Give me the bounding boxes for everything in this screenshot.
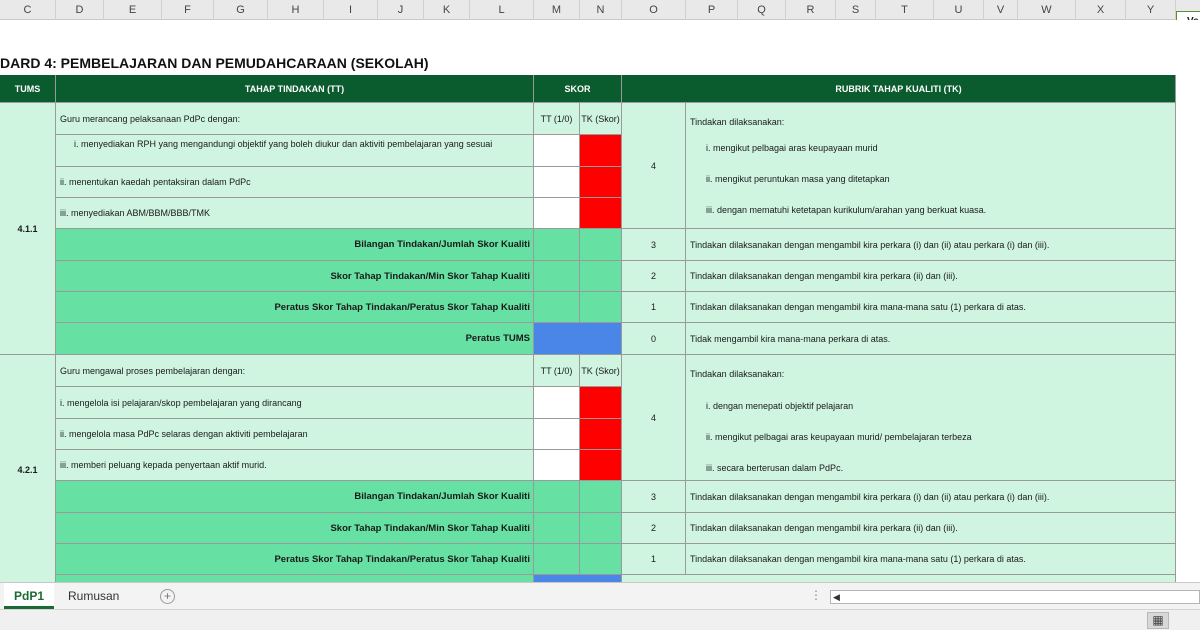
tums-code-4-1-1[interactable]: 4.1.1 (0, 103, 56, 355)
section1-summary-peratus-tums[interactable]: Peratus TUMS (56, 323, 534, 355)
col-header-m[interactable]: M (534, 0, 580, 20)
section1-summary-tt-2[interactable] (534, 261, 580, 292)
header-skor[interactable]: SKOR (534, 75, 622, 103)
col-header-j[interactable]: J (378, 0, 424, 20)
header-tahap-tindakan[interactable]: TAHAP TINDAKAN (TT) (56, 75, 534, 103)
column-header-bar (0, 0, 1200, 20)
section2-summary-tt-1[interactable] (534, 481, 580, 513)
add-sheet-icon[interactable]: + (160, 589, 175, 604)
section1-summary-bilangan[interactable]: Bilangan Tindakan/Jumlah Skor Kualiti (56, 229, 534, 261)
section1-summary-tt-3[interactable] (534, 292, 580, 323)
section1-score-2[interactable]: 2 (622, 261, 686, 292)
section1-rubric-line-2[interactable]: Tindakan dilaksanakan dengan mengambil kira perkara (ii) dan (iii). (686, 261, 1176, 292)
section2-summary-skor[interactable]: Skor Tahap Tindakan/Min Skor Tahap Kualiti (56, 513, 534, 544)
section2-item-1[interactable]: i. mengelola isi pelajaran/skop pembelajaran yang dirancang (56, 387, 534, 419)
section2-summary-tk-1[interactable] (580, 481, 622, 513)
section2-rubric-intro: Tindakan dilaksanakan: (690, 369, 785, 379)
section1-tk-cell-1[interactable] (580, 135, 622, 167)
section2-next-row[interactable] (56, 575, 534, 582)
section1-score-3[interactable]: 3 (622, 229, 686, 261)
tab-splitter-icon[interactable]: ⋮ (810, 588, 822, 602)
section2-score-2[interactable]: 2 (622, 513, 686, 544)
section1-tk-cell-3[interactable] (580, 198, 622, 229)
section2-tk-cell-2[interactable] (580, 419, 622, 450)
section2-summary-tk-2[interactable] (580, 513, 622, 544)
col-header-f[interactable]: F (162, 0, 214, 20)
section2-tk-cell-1[interactable] (580, 387, 622, 419)
col-header-e[interactable]: E (104, 0, 162, 20)
scroll-left-icon[interactable]: ◀ (833, 592, 840, 602)
section2-tt-cell-2[interactable] (534, 419, 580, 450)
section1-intro[interactable]: Guru merancang pelaksanaan PdPc dengan: (56, 103, 534, 135)
section2-score-4[interactable]: 4 (622, 355, 686, 481)
section2-rubric-item-1: i. dengan menepati objektif pelajaran (706, 401, 854, 411)
section1-item-3[interactable]: iii. menyediakan ABM/BBM/BBB/TMK (56, 198, 534, 229)
sheet-title[interactable]: DARD 4: PEMBELAJARAN DAN PEMUDAHCARAAN (SEKOLAH) (0, 55, 429, 71)
section2-tk-cell-3[interactable] (580, 450, 622, 481)
section2-item-3[interactable]: iii. memberi peluang kepada penyertaan aktif murid. (56, 450, 534, 481)
section1-tt-cell-1[interactable] (534, 135, 580, 167)
section2-peratus-tums-value[interactable] (534, 575, 622, 582)
section2-tk-subheader[interactable]: TK (Skor) (580, 355, 622, 387)
section2-rubric-item-3: iii. secara berterusan dalam PdPc. (706, 463, 844, 473)
section1-rubric-line-0[interactable]: Tidak mengambil kira mana-mana perkara di atas. (686, 323, 1176, 355)
section2-rubric-block[interactable] (686, 355, 1176, 481)
section1-score-0[interactable]: 0 (622, 323, 686, 355)
section2-score-1[interactable]: 1 (622, 544, 686, 575)
col-header-p[interactable]: P (686, 0, 738, 20)
section2-item-2[interactable]: ii. mengelola masa PdPc selaras dengan aktiviti pembelajaran (56, 419, 534, 450)
col-header-s[interactable]: S (836, 0, 876, 20)
section1-tt-cell-2[interactable] (534, 167, 580, 198)
section2-summary-tt-2[interactable] (534, 513, 580, 544)
section2-rubric-item-2: ii. mengikut pelbagai aras keupayaan murid/ pembelajaran terbeza (706, 432, 972, 442)
col-header-g[interactable]: G (214, 0, 268, 20)
section1-score-4[interactable]: 4 (622, 103, 686, 229)
col-header-l[interactable]: L (470, 0, 534, 20)
section1-rubric-block[interactable] (686, 103, 1176, 229)
sheet-tab-bar (0, 582, 1200, 609)
section1-summary-skor[interactable]: Skor Tahap Tindakan/Min Skor Tahap Kualiti (56, 261, 534, 292)
tums-code-4-2-1[interactable]: 4.2.1 (0, 355, 56, 582)
section2-summary-tt-3[interactable] (534, 544, 580, 575)
col-header-r[interactable]: R (786, 0, 836, 20)
col-header-d[interactable]: D (56, 0, 104, 20)
col-header-q[interactable]: Q (738, 0, 786, 20)
section2-rubric-line-2[interactable]: Tindakan dilaksanakan dengan mengambil kira perkara (ii) dan (iii). (686, 513, 1176, 544)
section1-peratus-tums-value[interactable] (534, 323, 622, 355)
col-header-i[interactable]: I (324, 0, 378, 20)
section1-tt-cell-3[interactable] (534, 198, 580, 229)
section1-summary-tt-1[interactable] (534, 229, 580, 261)
section1-rubric-intro: Tindakan dilaksanakan: (690, 117, 785, 127)
col-header-u[interactable]: U (934, 0, 984, 20)
section1-tk-cell-2[interactable] (580, 167, 622, 198)
section1-summary-tk-2[interactable] (580, 261, 622, 292)
spreadsheet-grid (0, 20, 1200, 582)
section1-summary-peratus[interactable]: Peratus Skor Tahap Tindakan/Peratus Skor Tahap Kualiti (56, 292, 534, 323)
normal-view-icon[interactable]: ▦ (1147, 612, 1169, 629)
horizontal-scrollbar[interactable] (830, 590, 1200, 604)
tab-pdp1[interactable]: PdP1 (4, 583, 54, 609)
col-header-w[interactable]: W (1018, 0, 1076, 20)
section1-rubric-item-1: i. mengikut pelbagai aras keupayaan murid (706, 143, 878, 153)
col-header-t[interactable]: T (876, 0, 934, 20)
section2-next-rubric[interactable] (622, 575, 1176, 582)
col-header-v[interactable]: V (984, 0, 1018, 20)
section2-intro[interactable]: Guru mengawal proses pembelajaran dengan: (56, 355, 534, 387)
section1-summary-tk-1[interactable] (580, 229, 622, 261)
status-bar (0, 609, 1200, 630)
header-tums[interactable]: TUMS (0, 75, 56, 103)
header-rubrik[interactable]: RUBRIK TAHAP KUALITI (TK) (622, 75, 1176, 103)
section1-summary-tk-3[interactable] (580, 292, 622, 323)
section1-item-2[interactable]: ii. menentukan kaedah pentaksiran dalam PdPc (56, 167, 534, 198)
section1-rubric-line-1[interactable]: Tindakan dilaksanakan dengan mengambil kira mana-mana satu (1) perkara di atas. (686, 292, 1176, 323)
section2-rubric-line-3[interactable]: Tindakan dilaksanakan dengan mengambil kira perkara (i) dan (ii) atau perkara (i) dan (iii). (686, 481, 1176, 513)
section2-summary-tk-3[interactable] (580, 544, 622, 575)
col-header-k[interactable]: K (424, 0, 470, 20)
col-header-n[interactable]: N (580, 0, 622, 20)
col-header-h[interactable]: H (268, 0, 324, 20)
col-header-y[interactable]: Y (1126, 0, 1176, 20)
section1-tt-subheader[interactable]: TT (1/0) (534, 103, 580, 135)
col-header-o[interactable]: O (622, 0, 686, 20)
section1-rubric-item-2: ii. mengikut peruntukan masa yang ditetapkan (706, 174, 890, 184)
tab-rumusan[interactable]: Rumusan (68, 589, 120, 603)
section2-tt-cell-1[interactable] (534, 387, 580, 419)
section1-rubric-line-3[interactable]: Tindakan dilaksanakan dengan mengambil kira perkara (i) dan (ii) atau perkara (i) dan (iii). (686, 229, 1176, 261)
col-header-c[interactable]: C (0, 0, 56, 20)
section2-summary-bilangan[interactable]: Bilangan Tindakan/Jumlah Skor Kualiti (56, 481, 534, 513)
section2-tt-subheader[interactable]: TT (1/0) (534, 355, 580, 387)
section1-score-1[interactable]: 1 (622, 292, 686, 323)
section1-tk-subheader[interactable]: TK (Skor) (580, 103, 622, 135)
section2-score-3[interactable]: 3 (622, 481, 686, 513)
section2-tt-cell-3[interactable] (534, 450, 580, 481)
section2-summary-peratus[interactable]: Peratus Skor Tahap Tindakan/Peratus Skor Tahap Kualiti (56, 544, 534, 575)
section2-rubric-line-1[interactable]: Tindakan dilaksanakan dengan mengambil kira mana-mana satu (1) perkara di atas. (686, 544, 1176, 575)
section1-rubric-item-3: iii. dengan mematuhi ketetapan kurikulum/arahan yang berkuat kuasa. (706, 205, 987, 215)
col-header-x[interactable]: X (1076, 0, 1126, 20)
section1-item-1[interactable]: i. menyediakan RPH yang mengandungi objektif yang boleh diukur dan aktiviti pembelajaran yang sesuai (56, 135, 534, 167)
